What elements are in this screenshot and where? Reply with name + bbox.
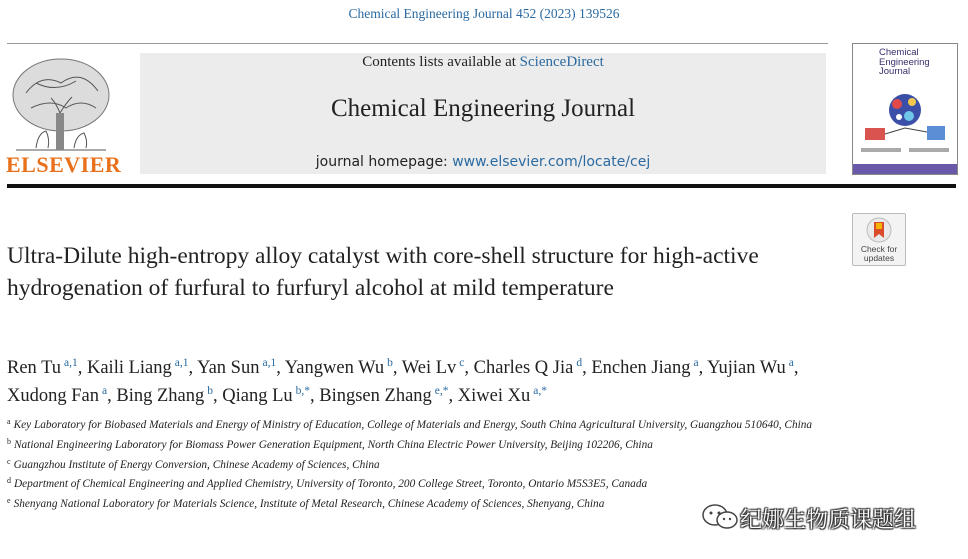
- affiliation-text: National Engineering Laboratory for Biomass Power Generation Equipment, North China Electric Power University, Beijing 102206, China: [14, 438, 653, 451]
- author-name[interactable]: [7, 358, 78, 378]
- affiliation-list: [7, 414, 842, 513]
- watermark: [700, 502, 950, 532]
- author-name-text: Qiang Lu: [222, 386, 293, 406]
- affiliation-item: [7, 434, 842, 454]
- author-list: Ren Tu $^{a,1}$, Kaili Liang $^{a,1}$, Yan Sun $^{a,1}$, Yangwen Wu $^b$, Wei Lv $^c$, Charles Q Jia $^d$, Enchen Jiang $^a$, Yujian Wu $^a$, Xudong Fan $^a$, Bing Zhang $^b$, Qiang Lu $^{b,*}$, Bingsen Zhang $^{e,*}$, Xiwei Xu $^{a,*}$: [7, 357, 799, 406]
- sciencedirect-link[interactable]: ScienceDirect: [519, 54, 604, 70]
- author-name-text: Xiwei Xu: [457, 386, 531, 406]
- author-name[interactable]: [116, 386, 213, 406]
- affiliation-key: e: [7, 496, 11, 506]
- author-name[interactable]: [7, 386, 107, 406]
- author-name[interactable]: [222, 386, 310, 406]
- author-affiliation-marker[interactable]: d: [576, 357, 583, 369]
- bookmark-icon: [866, 217, 892, 243]
- journal-name: Chemical Engineering Journal: [330, 95, 636, 122]
- check-for-updates-line: updates: [863, 252, 895, 263]
- cover-title-line: Journal: [879, 66, 911, 77]
- publisher-wordmark[interactable]: ELSEVIER: [6, 152, 122, 177]
- author-name[interactable]: [707, 358, 794, 378]
- affiliation-key: a: [7, 417, 11, 426]
- author-name-text: Xudong Fan: [7, 386, 99, 406]
- author-name-text: Charles Q Jia: [473, 358, 574, 378]
- author-name-text: Bing Zhang: [116, 386, 205, 406]
- author-affiliation-marker[interactable]: a: [102, 385, 108, 397]
- check-for-updates-label: [853, 245, 905, 262]
- affiliation-text: Department of Chemical Engineering and Applied Chemistry, University of Toronto, 200 College Street, Toronto, Ontario M5S3E5, Canada: [14, 478, 648, 491]
- author-affiliation-marker[interactable]: a,1: [262, 357, 277, 369]
- author-name[interactable]: [402, 358, 465, 378]
- cover-illustration: [857, 88, 953, 160]
- author-name-text: Enchen Jiang: [591, 358, 691, 378]
- contents-line: [140, 54, 826, 71]
- author-name[interactable]: [197, 358, 276, 378]
- affiliation-key: c: [7, 456, 11, 466]
- author-name-text: Ren Tu: [7, 358, 61, 378]
- author-affiliation-marker[interactable]: b: [207, 385, 213, 397]
- author-name-text: Yangwen Wu: [284, 358, 385, 378]
- affiliation-text: Key Laboratory for Biobased Materials and Energy of Ministry of Education, College of Materials and Energy, South China Agricultural University, Guangzhou 510640, China: [13, 419, 813, 431]
- affiliation-text: Shenyang National Laboratory for Materials Science, Institute of Metal Research, Chinese Academy of Sciences, Shenyang, China: [13, 498, 605, 511]
- author-name[interactable]: [474, 358, 582, 378]
- author-name-text: Yujian Wu: [707, 358, 786, 378]
- header-divider: [7, 43, 828, 44]
- journal-citation[interactable]: Chemical Engineering Journal 452 (2023) 139526: [348, 6, 620, 21]
- author-affiliation-marker[interactable]: a: [788, 357, 794, 369]
- cover-title-line: Chemical: [879, 47, 919, 58]
- cover-footer-bar: [853, 164, 957, 174]
- author-name[interactable]: [591, 358, 698, 378]
- author-name[interactable]: [87, 358, 189, 378]
- affiliation-item: [7, 414, 842, 434]
- watermark-text: 纪娜生物质课题组: [740, 508, 917, 533]
- author-name-text: Wei Lv: [401, 358, 457, 378]
- header-thick-rule: [7, 184, 956, 188]
- homepage-prefix: journal homepage:: [315, 154, 453, 170]
- author-name-text: Yan Sun: [197, 358, 260, 378]
- author-affiliation-marker[interactable]: b: [387, 357, 393, 369]
- author-name[interactable]: [458, 386, 547, 406]
- check-for-updates-button[interactable]: [852, 213, 906, 266]
- author-affiliation-marker[interactable]: b,*: [295, 385, 310, 397]
- author-name-text: Bingsen Zhang: [319, 386, 432, 406]
- author-name[interactable]: [285, 358, 393, 378]
- author-name-text: Kaili Liang: [86, 358, 172, 378]
- author-affiliation-marker[interactable]: a: [693, 357, 699, 369]
- author-affiliation-marker[interactable]: a,*: [533, 385, 547, 397]
- contents-prefix: Contents lists available at: [362, 54, 520, 70]
- homepage-line: [140, 154, 826, 170]
- affiliation-key: b: [7, 436, 11, 446]
- author-affiliation-marker[interactable]: a,1: [64, 357, 78, 369]
- article-title: Ultra-Dilute high-entropy alloy catalyst with core-shell structure for high-active hydrogenation of furfural to furfuryl alcohol at mild temperature: [7, 243, 759, 301]
- journal-cover-thumbnail[interactable]: [852, 43, 958, 175]
- cover-title: [879, 48, 930, 77]
- homepage-link[interactable]: www.elsevier.com/locate/cej: [452, 154, 651, 170]
- affiliation-key: d: [7, 476, 11, 486]
- cover-title-line: Engineering: [879, 56, 930, 68]
- author-affiliation-marker[interactable]: c: [459, 357, 465, 369]
- affiliation-text: Guangzhou Institute of Energy Conversion, Chinese Academy of Sciences, China: [13, 458, 380, 471]
- affiliation-item: [7, 454, 842, 474]
- affiliation-item: [7, 473, 842, 493]
- check-for-updates-line: Check for: [860, 244, 898, 254]
- author-name[interactable]: [319, 386, 448, 406]
- author-affiliation-marker[interactable]: a,1: [174, 357, 189, 369]
- author-affiliation-marker[interactable]: e,*: [434, 385, 449, 397]
- wechat-icon: [700, 502, 742, 532]
